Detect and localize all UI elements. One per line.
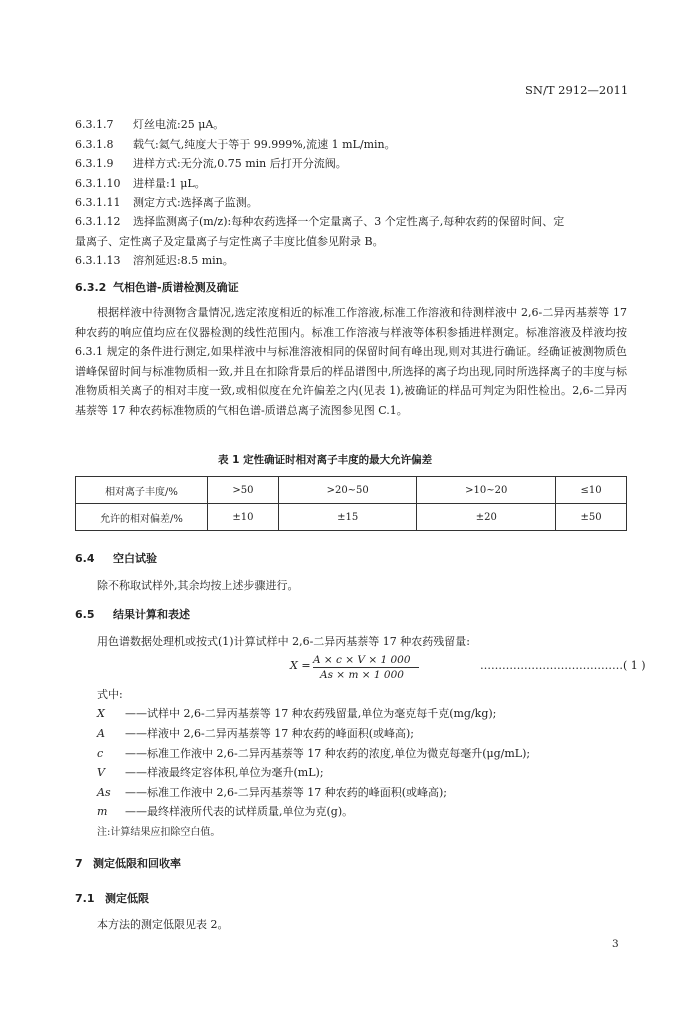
where-label: 式中: [97, 688, 123, 701]
table-cell: >10~20 [417, 477, 556, 504]
table-1-caption: 表 1 定性确证时相对离子丰度的最大允许偏差 [218, 454, 433, 466]
variable-c [97, 746, 530, 762]
variable-as [97, 785, 447, 801]
item-number: 6.3.1.10 [75, 177, 121, 190]
table-row [76, 477, 627, 504]
table-cell: >50 [208, 477, 279, 504]
variable-symbol: X [97, 707, 105, 720]
formula-denominator: As × m × 1 000 [320, 669, 404, 681]
item-6-3-1-9 [75, 156, 347, 172]
item-text: 选择监测离子(m/z):每种农药选择一个定量离子、3 个定性离子,每种农药的保留时间、定 [133, 215, 565, 228]
item-text: 载气:氦气,纯度大于等于 99.999%,流速 1 mL/min。 [133, 138, 396, 151]
section-heading-7-1 [75, 890, 149, 906]
section-heading-6-3-2 [75, 279, 239, 295]
section-title: 气相色谱-质谱检测及确证 [113, 281, 239, 294]
item-6-3-1-10 [75, 176, 206, 192]
item-text: 灯丝电流:25 μA。 [133, 118, 225, 131]
table-1 [75, 476, 627, 531]
item-text: 进样量:1 μL。 [133, 177, 206, 190]
table-cell: 允许的相对偏差/% [76, 504, 208, 531]
section-number: 6.3.2 [75, 281, 107, 294]
variable-x [97, 706, 496, 722]
variable-m [97, 804, 353, 820]
section-title: 测定低限和回收率 [93, 857, 181, 870]
paragraph-7-1: 本方法的测定低限见表 2。 [97, 918, 229, 931]
item-text: 溶剂延迟:8.5 min。 [133, 254, 234, 267]
section-number: 7.1 [75, 892, 95, 905]
variable-description: ——样液最终定容体积,单位为毫升(mL); [125, 766, 324, 779]
section-heading-6-4 [75, 550, 157, 566]
table-cell: >20~50 [278, 477, 417, 504]
item-text: 测定方式:选择离子监测。 [133, 196, 258, 209]
item-text: 量离子、定性离子及定量离子与定性离子丰度比值参见附录 B。 [75, 235, 384, 248]
variable-description: ——最终样液所代表的试样质量,单位为克(g)。 [125, 805, 354, 818]
paragraph-6-3-2: 根据样液中待测物含量情况,选定浓度相近的标准工作溶液,标准工作溶液和待测样液中 2,6-二异丙基萘等 17 种农药的响应值均应在仪器检测的线性范围内。标准工作溶液与样液等体积参插进样测定。标准溶液及样液均按 6.3.1 规定的条件进行测定,如果样液中与标准溶液相同的保留时间有峰出现,则对其进行确证。经确证被测物质色谱峰保留时间与标准物质相一致,并且在扣除背景后的样品谱图中,所选择的离子均出现,同时所选择离子的丰度与标准物质相关离子的相对丰度一致,或相似度在允许偏差之内(见表 1),被确证的样品可判定为阳性检出。2,6-二异丙基萘等 17 种农药标准物质的气相色谱-质谱总离子流图参见图 C.1。 [75, 306, 627, 417]
item-6-3-1-12-continued [75, 234, 384, 250]
table-cell: ≤10 [556, 477, 627, 504]
item-number: 6.3.1.11 [75, 196, 121, 209]
table-cell: ±20 [417, 504, 556, 531]
table-cell: ±50 [556, 504, 627, 531]
item-6-3-1-12 [75, 214, 564, 230]
section-title: 空白试验 [113, 552, 157, 565]
section-number: 6.4 [75, 552, 95, 565]
variable-symbol: m [97, 805, 108, 818]
section-heading-6-5 [75, 606, 190, 622]
item-number: 6.3.1.12 [75, 215, 121, 228]
item-text: 进样方式:无分流,0.75 min 后打开分流阀。 [133, 157, 347, 170]
variable-v [97, 765, 324, 781]
formula-numerator: A × c × V × 1 000 [313, 654, 411, 666]
variable-symbol: As [97, 786, 111, 799]
table-cell: 相对离子丰度/% [76, 477, 208, 504]
formula-lhs: X = [290, 659, 311, 672]
variable-description: ——试样中 2,6-二异丙基萘等 17 种农药残留量,单位为毫克每千克(mg/kg); [125, 707, 497, 720]
item-number: 6.3.1.13 [75, 254, 121, 267]
variable-description: ——标准工作液中 2,6-二异丙基萘等 17 种农药的峰面积(或峰高); [125, 786, 447, 799]
note: 注:计算结果应扣除空白值。 [97, 827, 221, 838]
variable-a [97, 726, 414, 742]
item-number: 6.3.1.7 [75, 118, 114, 131]
table-cell: ±15 [278, 504, 417, 531]
page-number: 3 [612, 938, 619, 950]
variable-description: ——标准工作液中 2,6-二异丙基萘等 17 种农药的浓度,单位为微克每毫升(μg/mL); [125, 747, 531, 760]
item-number: 6.3.1.8 [75, 138, 114, 151]
formula-number: …………………………………( 1 ) [480, 659, 646, 672]
paragraph-6-4: 除不称取试样外,其余均按上述步骤进行。 [97, 579, 299, 592]
item-6-3-1-7 [75, 117, 224, 133]
variable-symbol: A [97, 727, 105, 740]
variable-symbol: c [97, 747, 104, 760]
section-heading-7 [75, 855, 181, 871]
fraction-line [313, 667, 419, 668]
section-number: 7 [75, 857, 83, 870]
item-6-3-1-13 [75, 253, 234, 269]
table-cell: ±10 [208, 504, 279, 531]
standard-number: SN/T 2912—2011 [525, 83, 629, 97]
item-6-3-1-8 [75, 137, 396, 153]
section-number: 6.5 [75, 608, 95, 621]
item-6-3-1-11 [75, 195, 258, 211]
paragraph-6-5-intro: 用色谱数据处理机或按式(1)计算试样中 2,6-二异丙基萘等 17 种农药残留量: [97, 635, 470, 648]
variable-symbol: V [97, 766, 105, 779]
section-title: 结果计算和表述 [113, 608, 190, 621]
item-number: 6.3.1.9 [75, 157, 114, 170]
section-title: 测定低限 [105, 892, 149, 905]
table-row [76, 504, 627, 531]
variable-description: ——样液中 2,6-二异丙基萘等 17 种农药的峰面积(或峰高); [125, 727, 414, 740]
